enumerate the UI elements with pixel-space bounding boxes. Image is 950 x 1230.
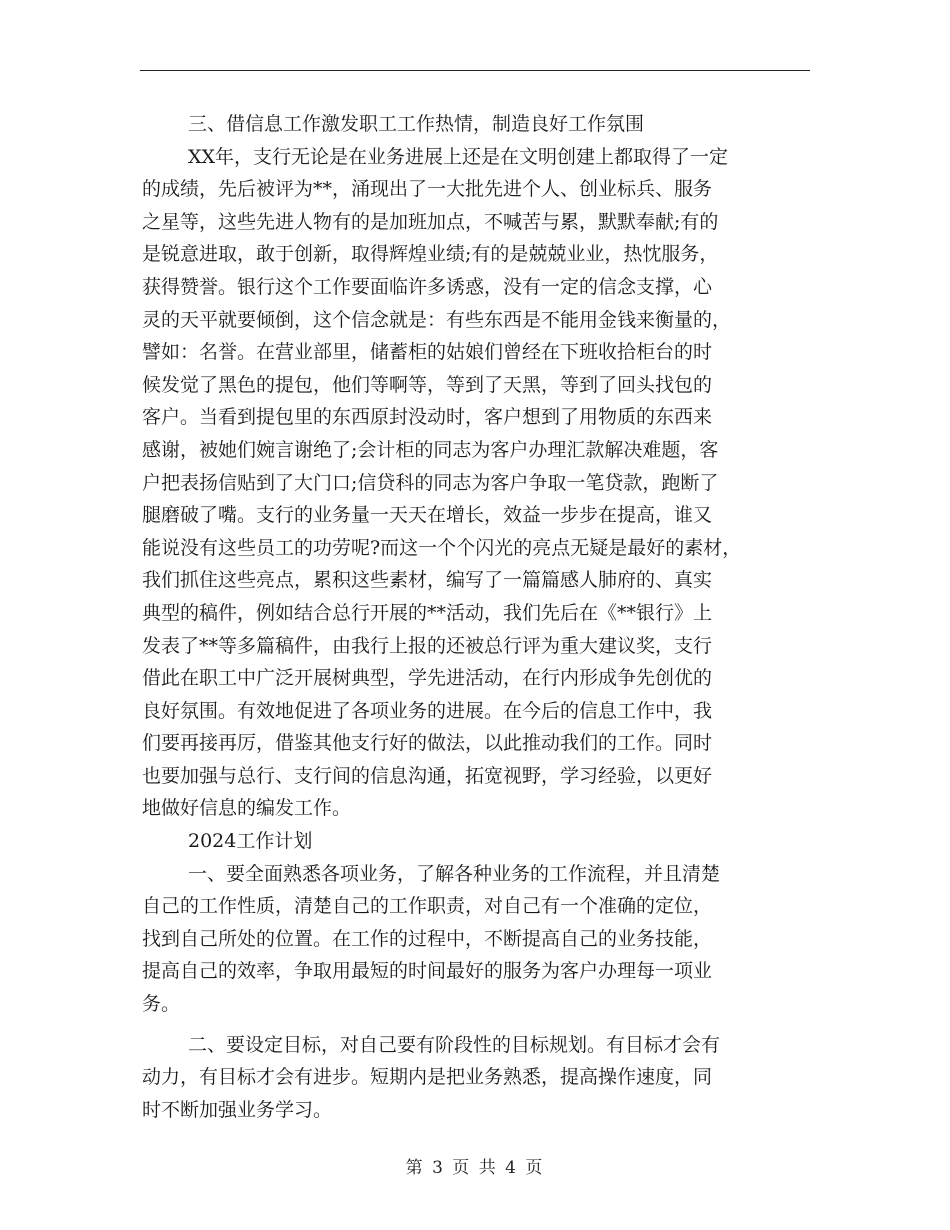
paragraph-line: 时不断加强业务学习。 [142,1098,333,1121]
paragraph-first-line: 二、要设定目标，对自己要有阶段性的目标规划。有目标才会有 [188,1033,721,1056]
paragraph-first-line: 一、要全面熟悉各项业务，了解各种业务的工作流程，并且清楚 [188,862,721,885]
paragraph-first-line: 三、借信息工作激发职工工作热情，制造良好工作氛围 [188,113,645,135]
paragraph-line: 自己的工作性质，清楚自己的工作职责，对自己有一个准确的定位， [142,895,713,918]
paragraph-line: 良好氛围。有效地促进了各项业务的进展。在今后的信息工作中，我 [142,699,713,722]
paragraph-line: 的成绩，先后被评为**，涌现出了一大批先进个人、创业标兵、服务 [142,178,713,201]
paragraph-line: 也要加强与总行、支行间的信息沟通，拓宽视野，学习经验，以更好 [142,764,713,787]
paragraph-first-line: XX年，支行无论是在业务进展上还是在文明创建上都取得了一定 [188,145,729,168]
paragraph-line: 获得赞誉。银行这个工作要面临许多诱惑，没有一定的信念支撑，心 [142,275,713,298]
paragraph-line: 我们抓住这些亮点，累积这些素材，编写了一篇篇感人肺府的、真实 [142,569,713,592]
paragraph-line: 譬如：名誉。在营业部里，储蓄柜的姑娘们曾经在下班收拾柜台的时 [142,341,713,364]
paragraph-line: 之星等，这些先进人物有的是加班加点，不喊苦与累，默默奉献;有的 [142,210,719,233]
paragraph-line: 典型的稿件，例如结合总行开展的**活动，我们先后在《**银行》上 [142,601,713,624]
paragraph-line: 是锐意进取，敢于创新，取得辉煌业绩;有的是兢兢业业，热忱服务， [142,243,719,266]
paragraph-line: 感谢，被她们婉言谢绝了;会计柜的同志为客户办理汇款解决难题，客 [142,438,719,461]
paragraph-line: 找到自己所处的位置。在工作的过程中，不断提高自己的业务技能， [142,927,713,950]
paragraph-line: 提高自己的效率，争取用最短的时间最好的服务为客户办理每一项业 [142,960,713,983]
paragraph-line: 发表了**等多篇稿件，由我行上报的还被总行评为重大建议奖，支行 [142,634,713,657]
paragraph-line: 户把表扬信贴到了大门口;信贷科的同志为客户争取一笔贷款，跑断了 [142,471,719,494]
paragraph-first-line: 2024工作计划 [188,830,313,853]
document-body [142,108,812,1126]
paragraph-line: 借此在职工中广泛开展树典型，学先进活动，在行内形成争先创优的 [142,667,713,690]
paragraph-line: 能说没有这些员工的功劳呢?而这一个个闪光的亮点无疑是最好的素材， [142,536,742,559]
paragraph-line: 们要再接再厉，借鉴其他支行好的做法，以此推动我们的工作。同时 [142,732,713,755]
header-rule [140,70,810,71]
paragraph-line: 灵的天平就要倾倒，这个信念就是：有些东西是不能用金钱来衡量的， [142,308,732,331]
page-number-footer: 第 3 页 共 4 页 [405,1158,545,1178]
paragraph-line: 客户。当看到提包里的东西原封没动时，客户想到了用物质的东西来 [142,406,713,429]
paragraph-line: 地做好信息的编发工作。 [142,797,352,820]
paragraph-line: 腿磨破了嘴。支行的业务量一天天在增长，效益一步步在提高，谁又 [142,504,713,527]
paragraph-line: 候发觉了黑色的提包，他们等啊等，等到了天黑，等到了回头找包的 [142,373,713,396]
paragraph-line: 动力，有目标才会有进步。短期内是把业务熟悉，提高操作速度，同 [142,1066,713,1089]
paragraph-line: 务。 [142,993,181,1016]
